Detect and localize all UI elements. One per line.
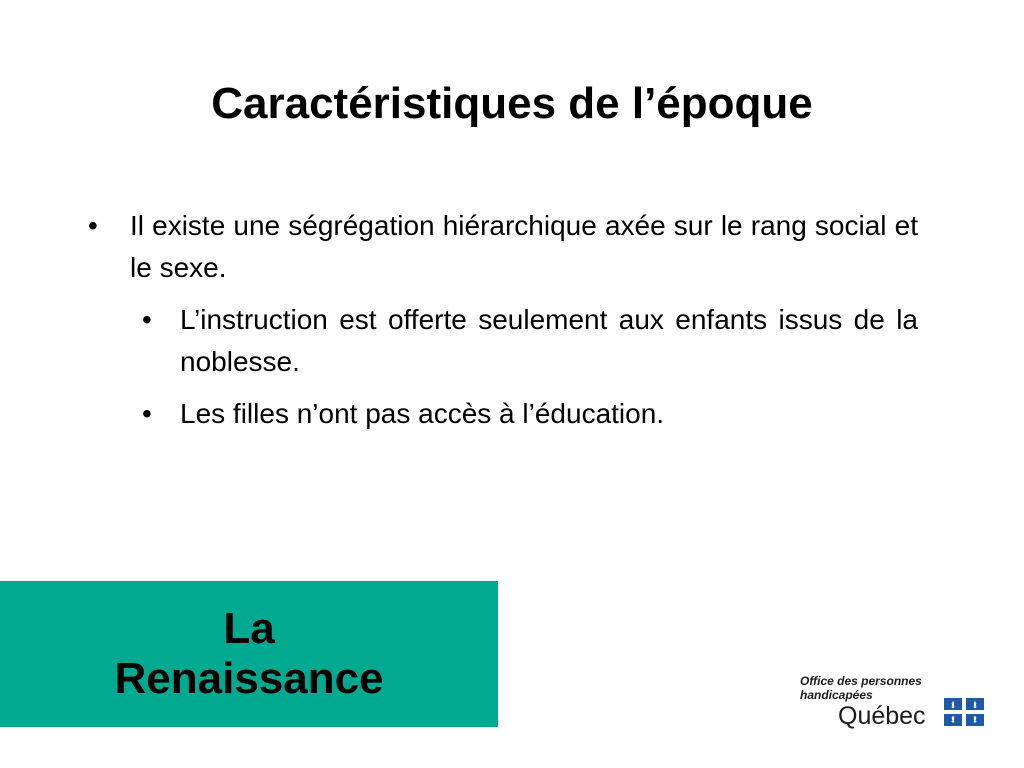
- logo-org-name: [800, 674, 922, 702]
- sub-bullet-item: [142, 393, 918, 435]
- logo-org-line2: handicapées: [800, 688, 873, 702]
- opc-quebec-logo: [800, 674, 990, 734]
- bullet-text: Les filles n’ont pas accès à l’éducation.: [180, 398, 665, 429]
- logo-org-line1: Office des personnes: [800, 674, 922, 688]
- bullet-text: L’instruction est offerte seulement aux enfants issus de la noblesse.: [180, 304, 918, 377]
- theme-label-line1: La: [223, 604, 275, 653]
- logo-wordmark: Québec: [838, 702, 926, 730]
- theme-label-line2: Renaissance: [114, 654, 384, 703]
- sub-bullet-item: [142, 299, 918, 383]
- bullet-marker: •: [88, 210, 98, 241]
- slide-title: Caractéristiques de l’époque: [211, 79, 813, 128]
- bullet-marker: •: [142, 398, 152, 429]
- bullet-list: [88, 205, 918, 445]
- bullet-marker: •: [142, 304, 152, 335]
- quebec-flag-icon: [944, 698, 984, 726]
- bullet-item: [88, 205, 918, 289]
- bullet-text: Il existe une ségrégation hiérarchique axée sur le rang social et le sexe.: [130, 210, 918, 283]
- theme-box: [0, 581, 498, 727]
